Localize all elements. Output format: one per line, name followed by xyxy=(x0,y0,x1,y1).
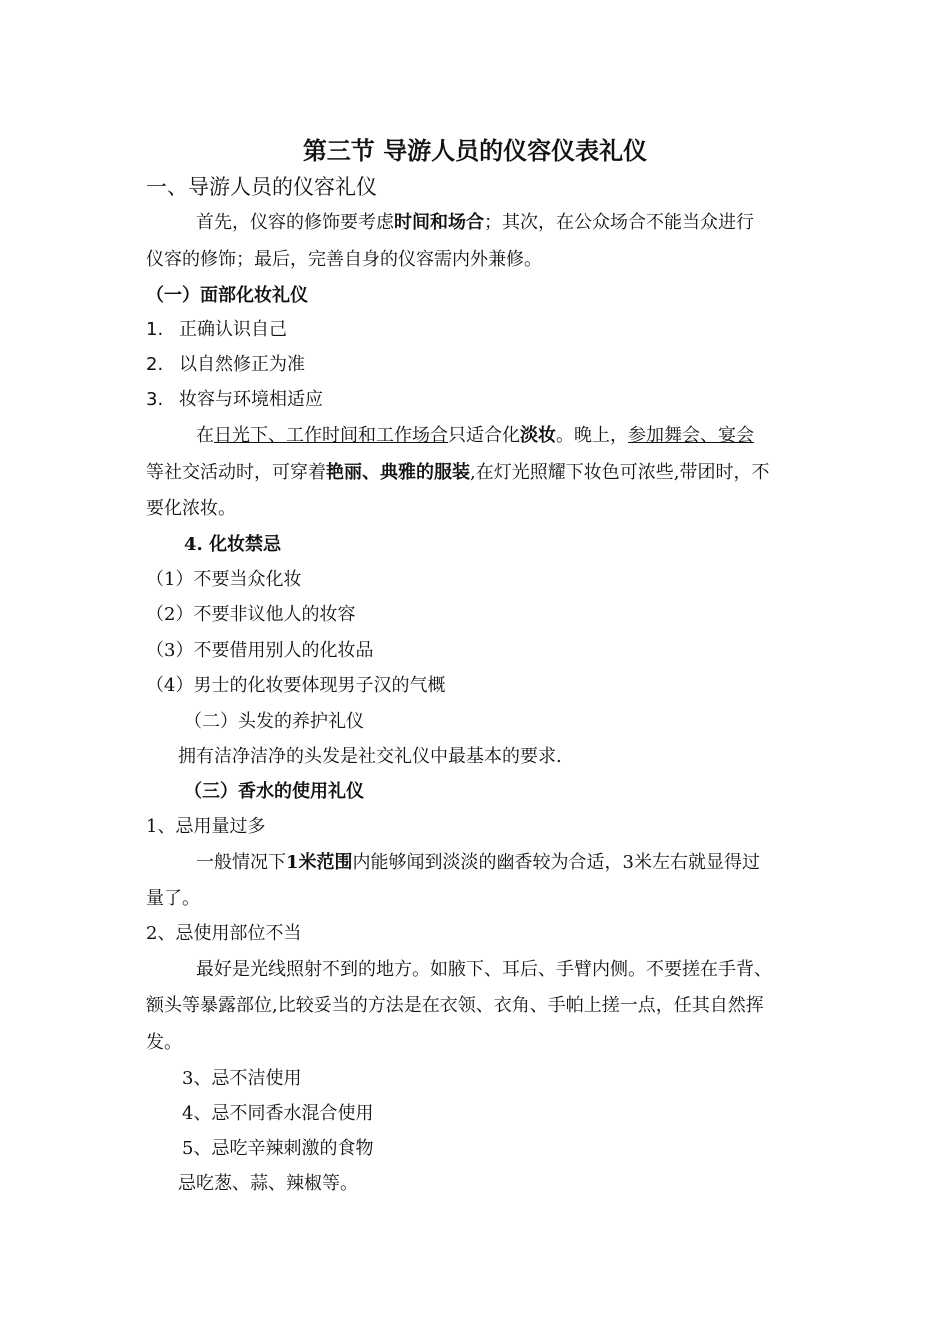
text-run: ；其次，在公众场合不能当众进行 xyxy=(484,212,754,233)
paragraph-line: 忌吃葱、蒜、辣椒等。 xyxy=(178,1173,358,1194)
list-text: 妆容与环境相适应 xyxy=(179,389,323,410)
text-run: ,在灯光照耀下妆色可浓些,带团时，不 xyxy=(470,462,770,483)
underlined-text: 日光下、工作时间和工作场合 xyxy=(214,425,448,446)
text-run: 首先，仪容的修饰要考虑 xyxy=(196,212,394,233)
list-item xyxy=(146,388,323,412)
rule-heading: 1、忌用量过多 xyxy=(146,816,266,837)
subsection-heading: 4. 化妆禁忌 xyxy=(184,534,282,555)
paragraph-line xyxy=(196,851,760,875)
paragraph-line xyxy=(196,424,754,448)
bold-text: 1米范围 xyxy=(286,852,353,873)
bold-text: 艳丽、典雅的服装 xyxy=(326,462,470,483)
text-run: 等社交活动时，可穿着 xyxy=(146,462,326,483)
list-number: 3. xyxy=(146,389,164,410)
subsection-heading: （一）面部化妆礼仪 xyxy=(146,285,308,306)
rule-heading: 2、忌使用部位不当 xyxy=(146,923,302,944)
paragraph-line: 最好是光线照射不到的地方。如腋下、耳后、手臂内侧。不要搓在手背、 xyxy=(196,959,772,980)
paragraph-line: 额头等暴露部位,比较妥当的方法是在衣领、衣角、手帕上搓一点，任其自然挥 xyxy=(146,995,764,1016)
list-text: 正确认识自己 xyxy=(179,319,287,340)
paragraph-line: 拥有洁净洁净的头发是社交礼仪中最基本的要求. xyxy=(178,746,562,767)
list-item: （2）不要非议他人的妆容 xyxy=(146,604,356,625)
list-number: 1. xyxy=(146,319,164,340)
text-run: 在 xyxy=(196,425,214,446)
list-text: 以自然修正为准 xyxy=(179,354,305,375)
text-run: 只适合化 xyxy=(448,425,520,446)
rule-heading: 3、忌不洁使用 xyxy=(182,1068,302,1089)
bold-text: 时间和场合 xyxy=(394,212,484,233)
rule-heading: 4、忌不同香水混合使用 xyxy=(182,1103,374,1124)
list-item: （4）男士的化妆要体现男子汉的气概 xyxy=(146,675,446,696)
underlined-text: 参加舞会、宴会 xyxy=(628,425,754,446)
paragraph-line: 仪容的修饰；最后，完善自身的仪容需内外兼修。 xyxy=(146,249,542,270)
text-run: 内能够闻到淡淡的幽香较为合适，3米左右就显得过 xyxy=(352,852,760,873)
list-item: （1）不要当众化妆 xyxy=(146,569,302,590)
list-item: （3）不要借用别人的化妆品 xyxy=(146,640,374,661)
page-title: 第三节 导游人员的仪容仪表礼仪 xyxy=(302,136,648,165)
section-heading: 一、导游人员的仪容礼仪 xyxy=(146,175,377,199)
rule-heading: 5、忌吃辛辣刺激的食物 xyxy=(182,1138,374,1159)
paragraph-line: 量了。 xyxy=(146,888,200,909)
paragraph-line: 发。 xyxy=(146,1032,182,1053)
subsection-heading: （二）头发的养护礼仪 xyxy=(184,711,364,732)
bold-text: 淡妆 xyxy=(520,425,556,446)
paragraph-line: 要化浓妆。 xyxy=(146,498,236,519)
list-number: 2. xyxy=(146,354,164,375)
subsection-heading: （三）香水的使用礼仪 xyxy=(184,781,364,802)
text-run: 。晚上， xyxy=(556,425,628,446)
paragraph-line xyxy=(146,461,769,485)
list-item xyxy=(146,318,287,342)
text-run: 一般情况下 xyxy=(196,852,286,873)
list-item xyxy=(146,353,305,377)
paragraph-line xyxy=(196,211,754,235)
